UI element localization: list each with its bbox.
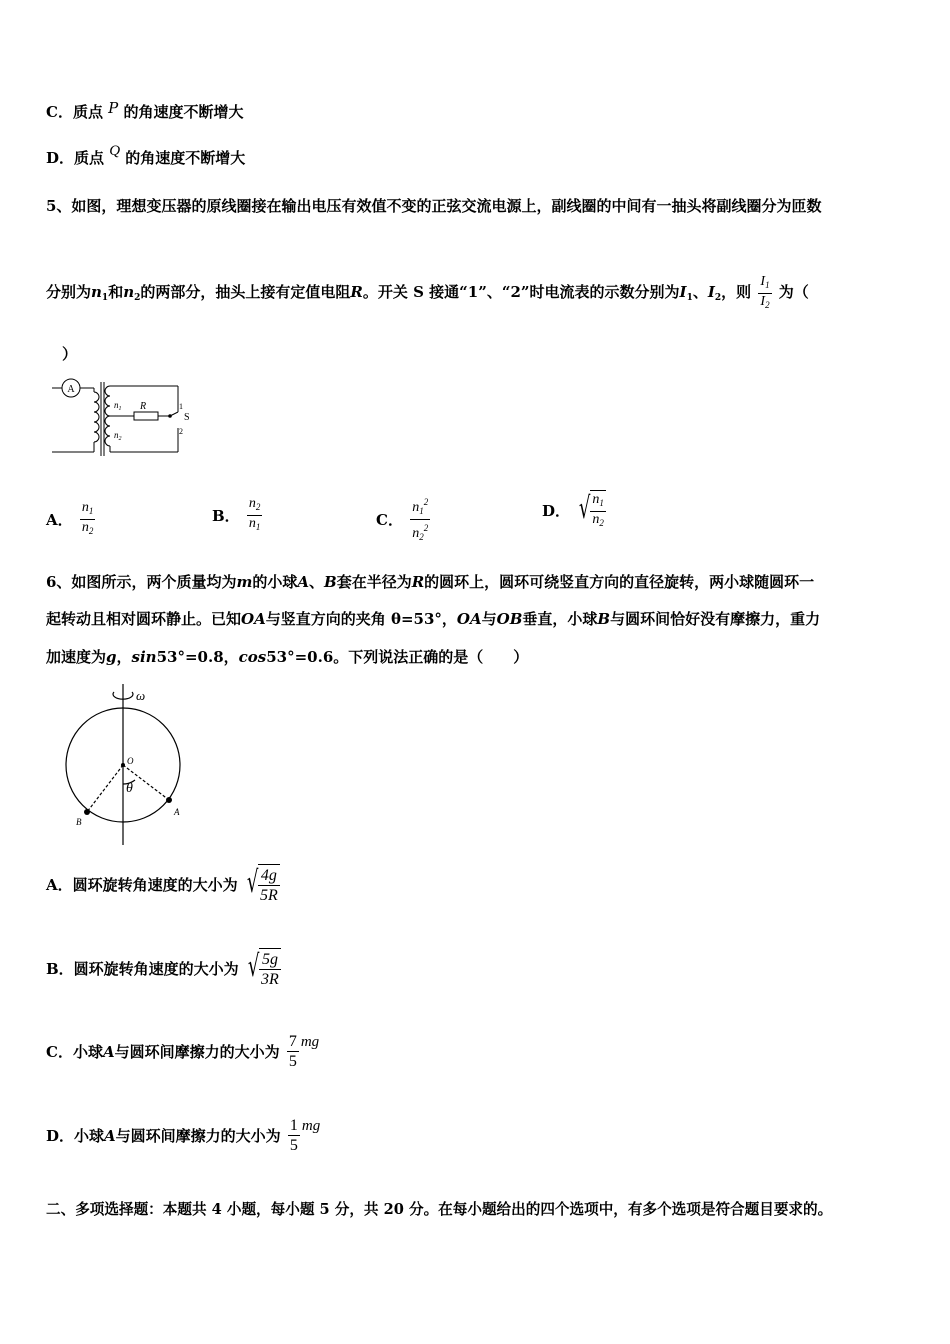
switch-pos-2: 2	[179, 427, 183, 436]
ball-a-label: A	[174, 807, 180, 817]
q5-transformer-circuit	[44, 372, 204, 462]
q5-option-b: B． $\frac{n_2}{n_1}$	[212, 496, 261, 532]
q6-stem-line3: 加速度为g，sin53°=0.8，cos53°=0.6。下列说法正确的是（ ）	[46, 648, 529, 666]
coil-n1-label: $n_1$	[114, 400, 122, 412]
coil-n2-label: $n_2$	[114, 430, 122, 442]
q6-option-b: B．圆环旋转角速度的大小为 √ $\frac{5g}{3R}$	[46, 949, 279, 988]
q6-option-d: D．小球A与圆环间摩擦力的大小为 $\frac{1}{5}$ mg	[46, 1117, 321, 1154]
theta-label: θ	[126, 781, 133, 796]
q6-stem-line2: 起转动且相对圆环静止。已知OA与竖直方向的夹角 θ=53°，OA与OB垂直，小球B与圆环间恰好没有摩擦力，重力	[46, 610, 821, 628]
q5-option-d: D． √ $\frac{n_1}{n_2}$	[542, 490, 606, 531]
q6-option-a: A．圆环旋转角速度的大小为 √ $\frac{4g}{5R}$	[46, 865, 278, 904]
ammeter-label: A	[67, 384, 75, 395]
q5-stem-line2: 分别为$n_1$和$n_2$的两部分，抽头上接有定值电阻R。开关 S 接通“1”、“2”时电流表的示数分别为$I_1$、$I_2$，则 $\frac{I_1}{I_2}$ 为（	[46, 264, 809, 326]
center-o-label: O	[127, 756, 134, 766]
q4-option-c: C．质点 P 的角速度不断增大	[46, 99, 244, 121]
q6-ring-figure	[56, 680, 196, 850]
q5-current-ratio: $\frac{I_1}{I_2}$	[760, 273, 770, 310]
switch-label: S	[184, 412, 190, 423]
q6-option-c: C．小球A与圆环间摩擦力的大小为 $\frac{7}{5}$ mg	[46, 1033, 320, 1070]
q4-option-d: D．质点 Q 的角速度不断增大	[46, 143, 246, 167]
omega-label: ω	[136, 688, 146, 703]
ball-b-label: B	[76, 817, 82, 827]
resistor-label: R	[140, 401, 147, 412]
q5-stem-line3: ）	[62, 345, 78, 363]
q6-stem-line1: 6、如图所示，两个质量均为m的小球A、B套在半径为R的圆环上，圆环可绕竖直方向的直径旋转，两小球随圆环一	[46, 573, 815, 591]
q5-option-a: A． $\frac{n_1}{n_2}$	[46, 500, 94, 536]
q5-stem-line1: 5、如图，理想变压器的原线圈接在输出电压有效值不变的正弦交流电源上，副线圈的中间有一抽头将副线圈分为匝数	[46, 197, 822, 215]
switch-pos-1: 1	[179, 402, 183, 411]
section2-heading: 二、多项选择题：本题共 4 小题，每小题 5 分，共 20 分。在每小题给出的四个选项中，有多个选项是符合题目要求的。	[46, 1201, 833, 1218]
q5-option-c: C． $\frac{n_1^2}{n_2^2}$	[376, 494, 432, 545]
